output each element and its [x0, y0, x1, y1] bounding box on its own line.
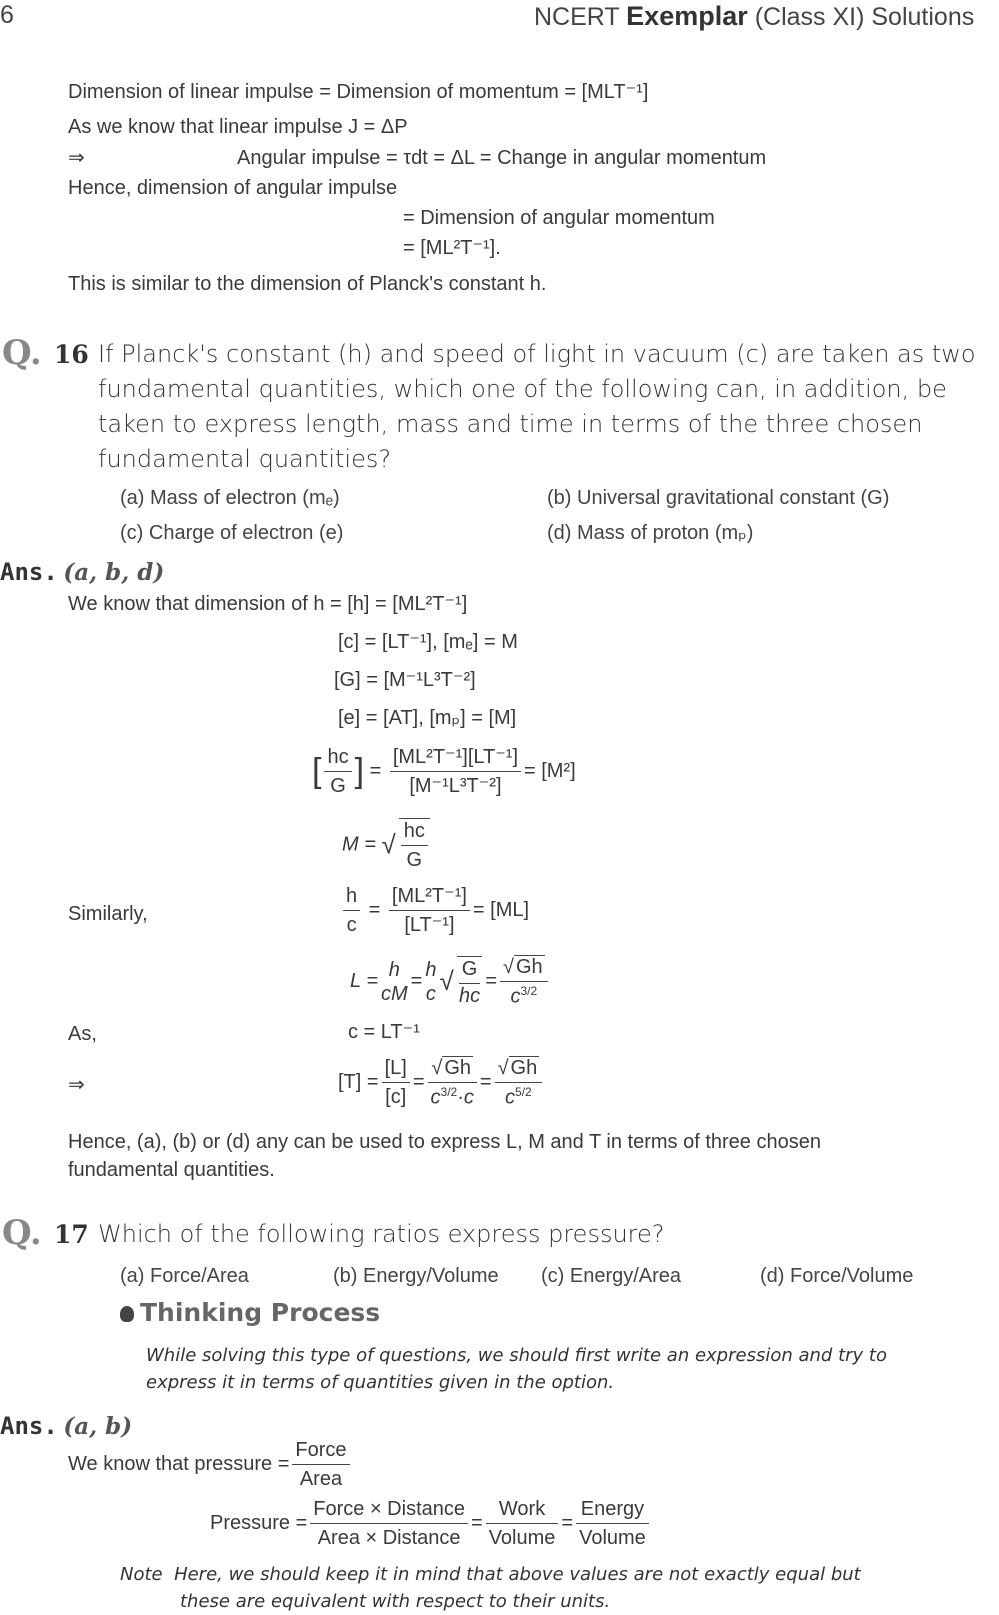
similarly-label: Similarly,	[68, 903, 148, 925]
thinking-title: Thinking Process	[140, 1298, 381, 1327]
denominator: G	[330, 775, 346, 797]
denominator: Area × Distance	[317, 1527, 461, 1549]
intro-line: This is similar to the dimension of Planck's constant h.	[68, 273, 547, 295]
header-pre: NCERT	[534, 3, 620, 31]
denominator: c	[430, 1086, 441, 1109]
lhs: We know that pressure =	[68, 1452, 290, 1475]
denominator: c	[425, 982, 436, 1005]
question-number: 17	[54, 1220, 89, 1249]
denominator: [LT⁻¹]	[404, 914, 455, 936]
numerator: hc	[324, 745, 351, 772]
equation: [G] = [M⁻¹L³T⁻²]	[334, 669, 476, 691]
numerator: [L]	[382, 1056, 410, 1083]
exponent: 3/2	[440, 1085, 458, 1099]
equation-hc-over-g: [ $\frac{hc}{G}$ ] = $\frac{\text{[ML²T⁻¹][LT⁻¹]}}{\text{[M⁻¹L³T⁻²]}}$ = [M²]	[312, 746, 576, 797]
question-text: fundamental quantities?	[98, 445, 392, 473]
result: = [M²]	[524, 759, 576, 782]
answer-heading	[0, 1412, 132, 1441]
denominator-factor: ·c	[457, 1086, 474, 1109]
answer-heading	[0, 558, 164, 587]
denominator: Area	[299, 1468, 343, 1490]
lhs: L =	[350, 970, 378, 993]
intro-line: As we know that linear impulse J = ΔP	[68, 116, 408, 138]
intro-line: = [ML²T⁻¹].	[403, 237, 501, 259]
equation-pressure-1	[68, 1438, 353, 1491]
question-text: fundamental quantities, which one of the following can, in addition, be	[98, 375, 947, 403]
lhs: [T] =	[338, 1071, 379, 1094]
implies-arrow: ⇒	[68, 147, 85, 169]
note-label: Note	[120, 1564, 163, 1585]
thinking-process-heading	[120, 1298, 380, 1328]
question-text: If Planck's constant (h) and speed of light in vacuum (c) are taken as two	[98, 340, 976, 368]
numerator: Work	[486, 1497, 559, 1524]
denominator: c	[510, 985, 521, 1008]
equation-h-over-c: $\frac{h}{c}$ = $\frac{\text{[ML²T⁻¹]}}{\text{[LT⁻¹]}}$ = [ML]	[340, 884, 529, 937]
header-post: (Class XI) Solutions	[754, 3, 975, 31]
result: = [ML]	[472, 898, 530, 921]
equation-l: L = h cM = h c √ $\frac{G}{hc}$ = $\frac{√ Gh}{c^{3/2}}$	[350, 955, 551, 1009]
denominator: c	[346, 914, 357, 936]
exponent: 3/2	[520, 984, 538, 998]
option-b: (b) Universal gravitational constant (G)	[547, 487, 890, 509]
question-text: taken to express length, mass and time in terms of the three chosen	[98, 410, 923, 438]
thinking-text: express it in terms of quantities given in the option.	[146, 1372, 615, 1393]
numerator: [ML²T⁻¹][LT⁻¹]	[390, 745, 521, 772]
numerator: Force	[292, 1438, 349, 1465]
implies-arrow: ⇒	[68, 1074, 85, 1096]
option-c: (c) Charge of electron (e)	[120, 522, 344, 544]
equation: [e] = [AT], [mₚ] = [M]	[338, 707, 517, 729]
question-mark-logo: Q.	[2, 333, 42, 373]
answer-value: (a, b, d)	[63, 559, 165, 586]
numerator: Gh	[510, 1057, 538, 1079]
option-d: (d) Force/Volume	[760, 1265, 914, 1287]
numerator: h	[388, 958, 400, 981]
lhs: M =	[342, 833, 376, 856]
option-a: (a) Mass of electron (mₑ)	[120, 487, 340, 509]
option-a: (a) Force/Area	[120, 1265, 249, 1287]
numerator: Force × Distance	[310, 1497, 468, 1524]
lhs: Pressure =	[210, 1511, 308, 1534]
numerator: Energy	[576, 1497, 649, 1524]
denominator: [c]	[385, 1086, 407, 1109]
numerator: h	[343, 884, 360, 911]
denominator: cM	[381, 982, 408, 1005]
numerator: Gh	[444, 1057, 472, 1079]
intro-line: Angular impulse = τdt = ΔL = Change in angular momentum	[237, 147, 767, 169]
denominator: c	[505, 1086, 516, 1109]
intro-line: Hence, dimension of angular impulse	[68, 177, 398, 199]
denominator: hc	[458, 984, 481, 1007]
numerator: hc	[401, 819, 428, 846]
lightbulb-icon	[120, 1306, 134, 1322]
equation: We know that dimension of h = [h] = [ML²T⁻¹]	[68, 593, 468, 615]
conclusion: fundamental quantities.	[68, 1159, 275, 1181]
equation-m: M = √ $\frac{hc}{G}$	[342, 818, 433, 872]
denominator: Volume	[488, 1527, 556, 1549]
equation: [c] = [LT⁻¹], [mₑ] = M	[338, 631, 518, 653]
note-text: Here, we should keep it in mind that above values are not exactly equal but	[174, 1564, 861, 1585]
question-number: 16	[54, 340, 89, 369]
option-b: (b) Energy/Volume	[333, 1265, 499, 1287]
option-c: (c) Energy/Area	[541, 1265, 682, 1287]
exponent: 5/2	[515, 1085, 532, 1099]
answer-value: (a, b)	[63, 1413, 133, 1440]
denominator: Volume	[579, 1527, 646, 1549]
option-d: (d) Mass of proton (mₚ)	[547, 522, 754, 544]
intro-line: = Dimension of angular momentum	[403, 207, 715, 229]
question-text: Which of the following ratios express pressure?	[98, 1220, 665, 1248]
note	[120, 1564, 861, 1586]
equation-t: [T] = $\frac{[L]}{[c]}$ = $\frac{√ Gh}{c^{3/2}\cdot c}$ = $\frac{√ Gh}{c^{5/2}}$	[338, 1056, 545, 1110]
as-label: As,	[68, 1023, 97, 1045]
running-header	[534, 0, 974, 32]
intro-line: Dimension of linear impulse = Dimension of momentum = [MLT⁻¹]	[68, 81, 649, 103]
equation-c: c = LT⁻¹	[348, 1021, 420, 1043]
header-bold: Exemplar	[626, 1, 748, 31]
numerator: h	[425, 958, 437, 981]
denominator: G	[406, 849, 423, 871]
denominator: [M⁻¹L³T⁻²]	[409, 775, 502, 797]
numerator: G	[459, 957, 481, 984]
thinking-text: While solving this type of questions, we should first write an expression and try to	[146, 1345, 887, 1366]
answer-label: Ans.	[0, 1412, 58, 1440]
numerator: [ML²T⁻¹]	[389, 884, 470, 911]
page-number: 6	[0, 1, 14, 29]
question-mark-logo: Q.	[2, 1213, 42, 1253]
answer-label: Ans.	[0, 558, 58, 586]
equation-pressure-2: Pressure = $\frac{\text{Force × Distance}}{\text{Area × Distance}}$ = $\frac{\text{Work}}{\text{Volume}}$ = $\frac{\text{Energy}}{\text{Volume}}$	[210, 1497, 652, 1550]
numerator: Gh	[516, 956, 543, 978]
conclusion: Hence, (a), (b) or (d) any can be used to express L, M and T in terms of three chosen	[68, 1131, 821, 1153]
note-text: these are equivalent with respect to their units.	[180, 1591, 611, 1612]
